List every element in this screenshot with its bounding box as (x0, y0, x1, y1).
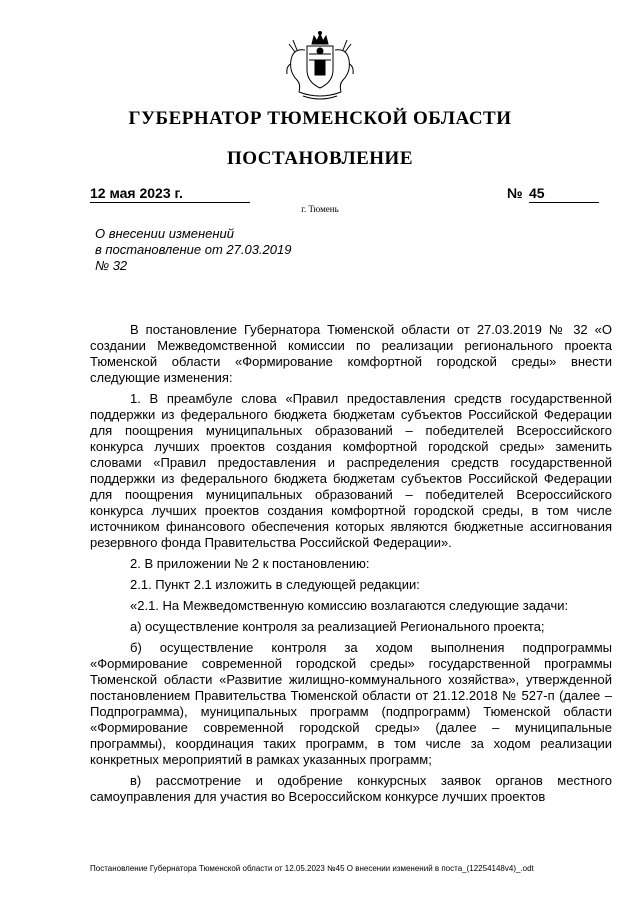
number-sign: № (507, 185, 523, 201)
number-value: 45 (529, 185, 599, 203)
city-name: г. Тюмень (301, 204, 339, 214)
document-number (507, 185, 605, 203)
body-paragraph: а) осуществление контроля за реализацией Регионального проекта; (130, 619, 545, 634)
document-type: ПОСТАНОВЛЕНИЕ (226, 148, 414, 169)
body-paragraph: б) осуществление контроля за ходом выполнения подпрограммы «Формирование современной городской среды» государственной программы Тюменской области «Развитие жилищно-коммунального хозяйства», утвержденной постановлением Правительства Тюменской области от 21.12.2018 № 527-п (далее – Подпрограмма), муниципальных программ (подпрограмм) Тюменской области «Формирование современной городской среды» (далее – муниципальные программы), координация таких программ, в том числе за ходом реализации конкретных мероприятий в рамках указанных программ; (90, 640, 612, 767)
body-paragraph: 2. В приложении № 2 к постановлению: (130, 556, 370, 571)
document-date: 12 мая 2023 г. (90, 185, 250, 203)
body-paragraph: В постановление Губернатора Тюменской области от 27.03.2019 № 32 «О создании Межведомственной комиссии по реализации регионального проекта Тюменской области «Формирование комфортной городской среды» внести следующие изменения: (90, 322, 612, 385)
body-paragraph: 2.1. Пункт 2.1 изложить в следующей редакции: (130, 577, 420, 592)
subject-line: в постановление от 27.03.2019 (95, 242, 292, 257)
issuer-title: ГУБЕРНАТОР ТЮМЕНСКОЙ ОБЛАСТИ (128, 108, 512, 129)
subject-line: О внесении изменений (95, 226, 234, 241)
body-paragraph: в) рассмотрение и одобрение конкурсных заявок органов местного самоуправления для участия во Всероссийском конкурсе лучших проектов (90, 773, 612, 804)
subject-line: № 32 (95, 258, 128, 273)
body-paragraph: «2.1. На Межведомственную комиссию возлагаются следующие задачи: (130, 598, 569, 613)
page-footer: Постановление Губернатора Тюменской области от 12.05.2023 №45 О внесении изменений в поста_(12254148v4)_.odt (90, 864, 534, 873)
body-paragraph: 1. В преамбуле слова «Правил предоставления средств государственной поддержки из федерального бюджета бюджетам субъектов Российской Федерации для поощрения муниципальных образований – победителей Всероссийского конкурса лучших проектов создания комфортной городской среды» заменить словами «Правил предоставления и распределения средств государственной поддержки из федерального бюджета бюджетам субъектов Российской Федерации для поощрения муниципальных образований – победителей Всероссийского конкурса лучших проектов создания комфортной городской среды, в том числе источником финансового обеспечения которых являются бюджетные ассигнования резервного фонда Правительства Российской Федерации». (90, 391, 612, 550)
document-subject (95, 226, 355, 274)
coat-of-arms-emblem (283, 30, 357, 102)
document-body (90, 322, 612, 805)
